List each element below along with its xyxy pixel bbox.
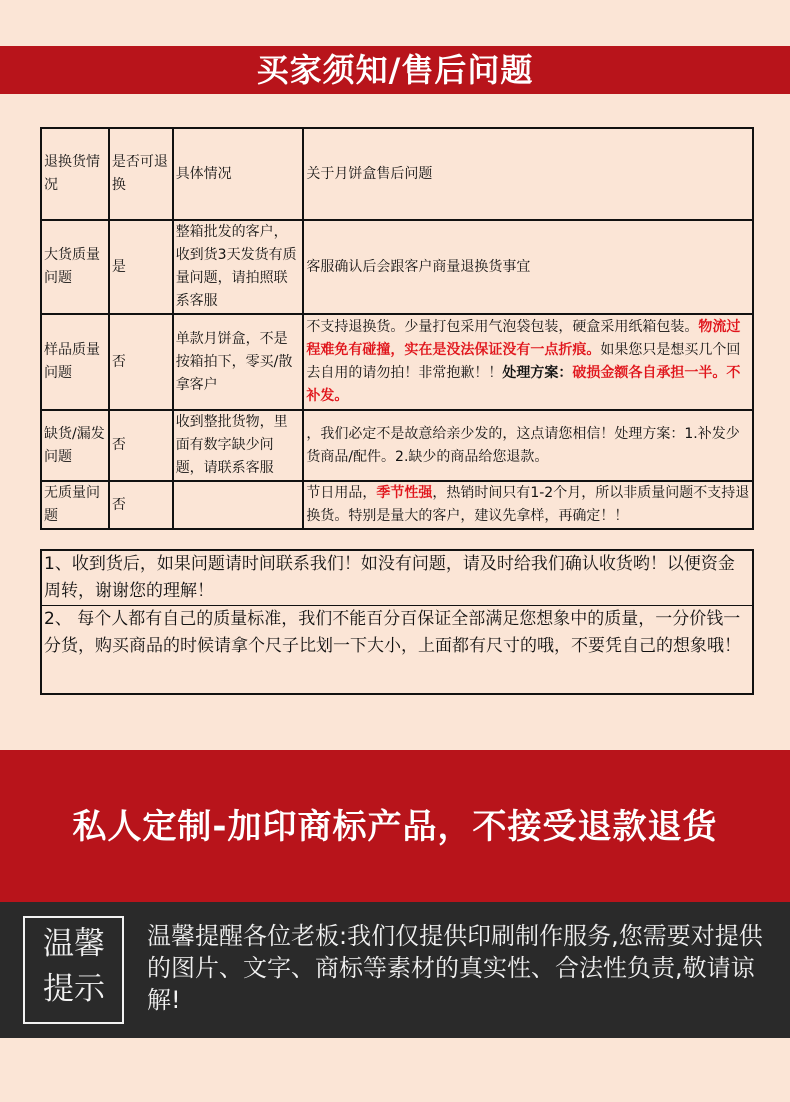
note-item: 2、 每个人都有自己的质量标准，我们不能百分百保证全部满足您想象中的质量，一分价钱一分货，购买商品的时候请拿个尺子比划一下大小，上面都有尺寸的哦，不要凭自己的想象哦！ xyxy=(42,605,752,660)
table-header-row xyxy=(41,128,753,220)
tip-text: 温馨提醒各位老板:我们仅提供印刷制作服务,您需要对提供的图片、文字、商标等素材的真实性、合法性负责,敬请谅解! xyxy=(147,922,763,1014)
table-row xyxy=(41,481,753,529)
policy-solution-label: 处理方案： xyxy=(502,365,573,381)
cell-case: 大货质量问题 xyxy=(41,220,109,314)
policy-text: 不支持退换货。少量打包采用气泡袋包装，硬盒采用纸箱包装。 xyxy=(306,319,699,335)
tip-label-line: 温馨 xyxy=(43,926,105,962)
header-cell-returnable: 是否可退换 xyxy=(109,128,173,220)
header-cell-policy: 关于月饼盒售后问题 xyxy=(303,128,753,220)
cell-returnable: 否 xyxy=(109,410,173,481)
header-cell-detail: 具体情况 xyxy=(173,128,304,220)
cell-policy: 客服确认后会跟客户商量退换货事宜 xyxy=(303,220,753,314)
page-title-banner xyxy=(0,46,790,94)
cell-detail: 收到整批货物，里面有数字缺少问题，请联系客服 xyxy=(173,410,304,481)
policy-warning: 破损金额各自承担一半。不补发。 xyxy=(306,365,741,404)
cell-returnable: 否 xyxy=(109,481,173,529)
cell-policy xyxy=(303,314,753,410)
policy-warning: 季节性强 xyxy=(376,485,433,501)
cell-case: 无质量问题 xyxy=(41,481,109,529)
after-sales-table xyxy=(40,127,754,530)
header-cell-case: 退换货情况 xyxy=(41,128,109,220)
cell-detail: 单款月饼盒，不是按箱拍下，零买/散拿客户 xyxy=(173,314,304,410)
table-row xyxy=(41,314,753,410)
tip-label xyxy=(34,922,114,1012)
cell-detail xyxy=(173,481,304,529)
policy-text: ，热销时间只有1-2个月，所以非质量问题不支持退换货。特别是量大的客户，建议先拿样，再确定！！ xyxy=(306,485,750,524)
cell-detail: 整箱批发的客户，收到货3天发货有质量问题，请拍照联系客服 xyxy=(173,220,304,314)
policy-text: 如果您只是想买几个回去自用的请勿拍！非常抱歉！！ xyxy=(306,342,741,381)
page-title: 买家须知/售后问题 xyxy=(256,51,534,89)
table-row xyxy=(41,220,753,314)
cell-returnable: 是 xyxy=(109,220,173,314)
custom-print-notice: 私人定制-加印商标产品，不接受退款退货 xyxy=(72,807,718,847)
note-item: 1、收到货后，如果问题请时间联系我们！如没有问题，请及时给我们确认收货哟！以便资金周转，谢谢您的理解！ xyxy=(44,554,735,601)
buyer-notes xyxy=(40,549,754,695)
policy-text: 节日用品， xyxy=(306,485,377,501)
cell-case: 缺货/漏发问题 xyxy=(41,410,109,481)
cell-returnable: 否 xyxy=(109,314,173,410)
table-row xyxy=(41,410,753,481)
cell-policy xyxy=(303,481,753,529)
cell-case: 样品质量问题 xyxy=(41,314,109,410)
tip-label-line: 提示 xyxy=(43,971,105,1007)
cell-policy: ，我们必定不是故意给亲少发的，这点请您相信！处理方案：1.补发少货商品/配件。2.缺少的商品给您退款。 xyxy=(303,410,753,481)
policy-warning: 物流过程难免有碰撞，实在是没法保证没有一点折痕。 xyxy=(306,319,741,358)
